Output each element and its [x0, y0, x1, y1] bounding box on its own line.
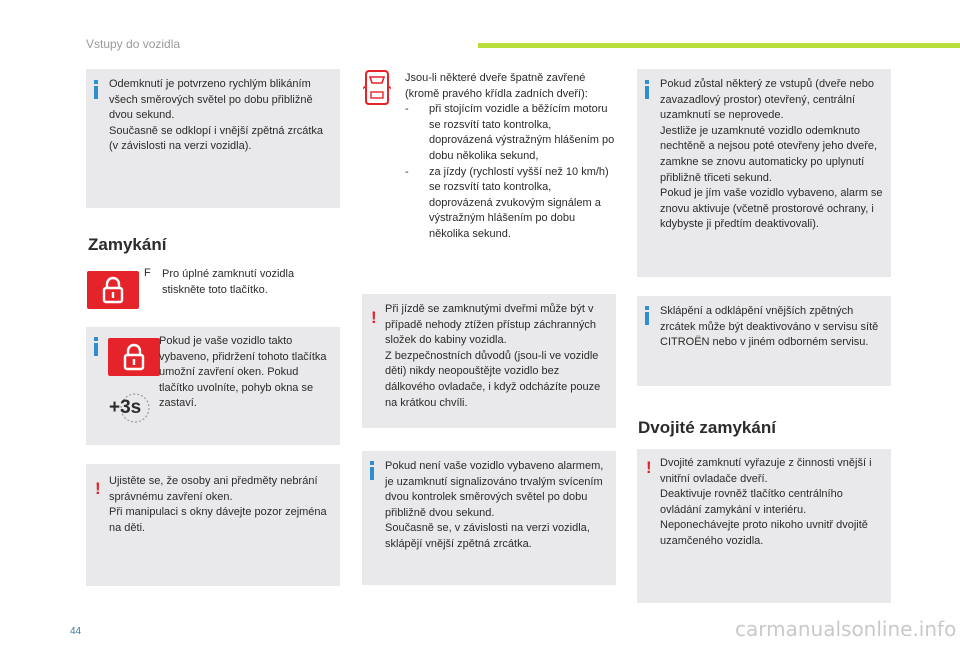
info-auto-relock-text: Pokud zůstal některý ze vstupů (dveře nebo zavazadlový prostor) otevřený, centrální uzamknutí se neprovede. Jestliže je uzamknuté vozidlo odemknuto nechtěně a nejsou poté otevřeny jeho dveře, zamkne se znovu automaticky po uplynutí přibližně třiceti sekund. Pokud je jím vaše vozidlo vybaveno, alarm se znovu aktivuje (včetně prostorové ochrany, i kdybyste ji předtím deaktivovali). [660, 78, 883, 231]
hold-3s-badge [108, 391, 152, 425]
info-icon [370, 467, 374, 480]
info-box-no-alarm [362, 451, 616, 585]
warning-icon: ! [95, 479, 101, 498]
info-unlock-text: Odemknutí je potvrzeno rychlým blikáním všech směrových světel po dobu přibližně dvou sekund. Současně se odklopí i vnější zpětná zrcátka (v závislosti na verzi vozidla). [109, 78, 324, 153]
section-title-locking: Zamykání [88, 235, 167, 254]
info-icon [645, 86, 649, 99]
warning-box-double-locking [637, 449, 891, 603]
bullet-symbol: F [144, 267, 151, 279]
info-icon [94, 343, 98, 356]
open-door-warning-icon [363, 68, 391, 106]
info-box-windows [86, 327, 340, 445]
page-header-title: Vstupy do vozidla [86, 37, 181, 51]
page-number: 44 [70, 626, 82, 637]
doors-list [405, 102, 617, 242]
lock-button-tile [108, 338, 160, 376]
warn-windows-text: Ujistěte se, že osoby ani předměty nebrání správnému zavření oken. Při manipulaci s okny dávejte pozor zejména na děti. [109, 475, 327, 534]
warning-box-windows [86, 464, 340, 586]
section-title-double-locking: Dvojité zamykání [638, 418, 776, 437]
info-box-auto-relock [637, 69, 891, 277]
info-box-unlock [86, 69, 340, 208]
info-box-mirrors [637, 296, 891, 386]
header-accent-bar [478, 43, 960, 48]
info-icon [645, 312, 649, 325]
lock-button-tile [87, 271, 139, 309]
warning-icon: ! [371, 308, 377, 327]
info-mirrors-text: Sklápění a odklápění vnějších zpětných zrcátek může být deaktivováno v servisu sítě CITROËN nebo v jiném odborném servisu. [660, 305, 879, 349]
info-icon [94, 86, 98, 99]
window-info-text: Pokud je vaše vozidlo takto vybaveno, přidržení tohoto tlačítka umožní zavření oken. Pokud tlačítko uvolníte, pohyb okna se zastaví. [159, 335, 327, 410]
warn-double-text: Dvojité zamknutí vyřazuje z činnosti vnější i vnitřní ovladače dveří. Deaktivuje rovněž tlačítko centrálního ovládání zamykání v interiéru. Neponechávejte proto nikoho uvnitř dvojitě uzamčeného vozidla. [660, 457, 872, 547]
warning-icon: ! [646, 458, 652, 477]
warn-driving-text: Při jízdě se zamknutými dveřmi může být v případě nehody ztížen přístup záchranných složek do kabiny vozidla. Z bezpečnostních důvodů (jsou-li ve vozidle děti) nikdy neopouštějte vozidlo bez dálkového ovladače, i když odcházíte pouze na krátkou chvíli. [385, 303, 601, 409]
list-item: - za jízdy (rychlostí vyšší než 10 km/h) se rozsvítí tato kontrolka, doprovázená zvukovým signálem a výstražným hlášením po dobu několika sekund. [405, 165, 617, 243]
info-no-alarm-text: Pokud není vaše vozidlo vybaveno alarmem, je uzamknutí signalizováno trvalým svícením dvou kontrolek směrových světel po dobu přibližně dvou sekund. Současně se, v závislosti na verzi vozidla, sklápějí vnější zpětná zrcátka. [385, 460, 604, 550]
doors-warning-block [405, 71, 617, 243]
doors-intro-text: Jsou-li některé dveře špatně zavřené (kromě pravého křídla zadních dveří): [405, 72, 588, 100]
hold-badge-label: +3s [109, 397, 142, 418]
lock-icon [122, 342, 146, 372]
warning-box-driving [362, 294, 616, 428]
lock-instruction-text: Pro úplné zamknutí vozidla stiskněte toto tlačítko. [162, 268, 295, 296]
list-item: - při stojícím vozidle a běžícím motoru se rozsvítí tato kontrolka, doprovázená výstražným hlášením po dobu několika sekund, [405, 102, 617, 164]
lock-icon [101, 275, 125, 305]
watermark: carmanualsonline.info [735, 617, 957, 641]
